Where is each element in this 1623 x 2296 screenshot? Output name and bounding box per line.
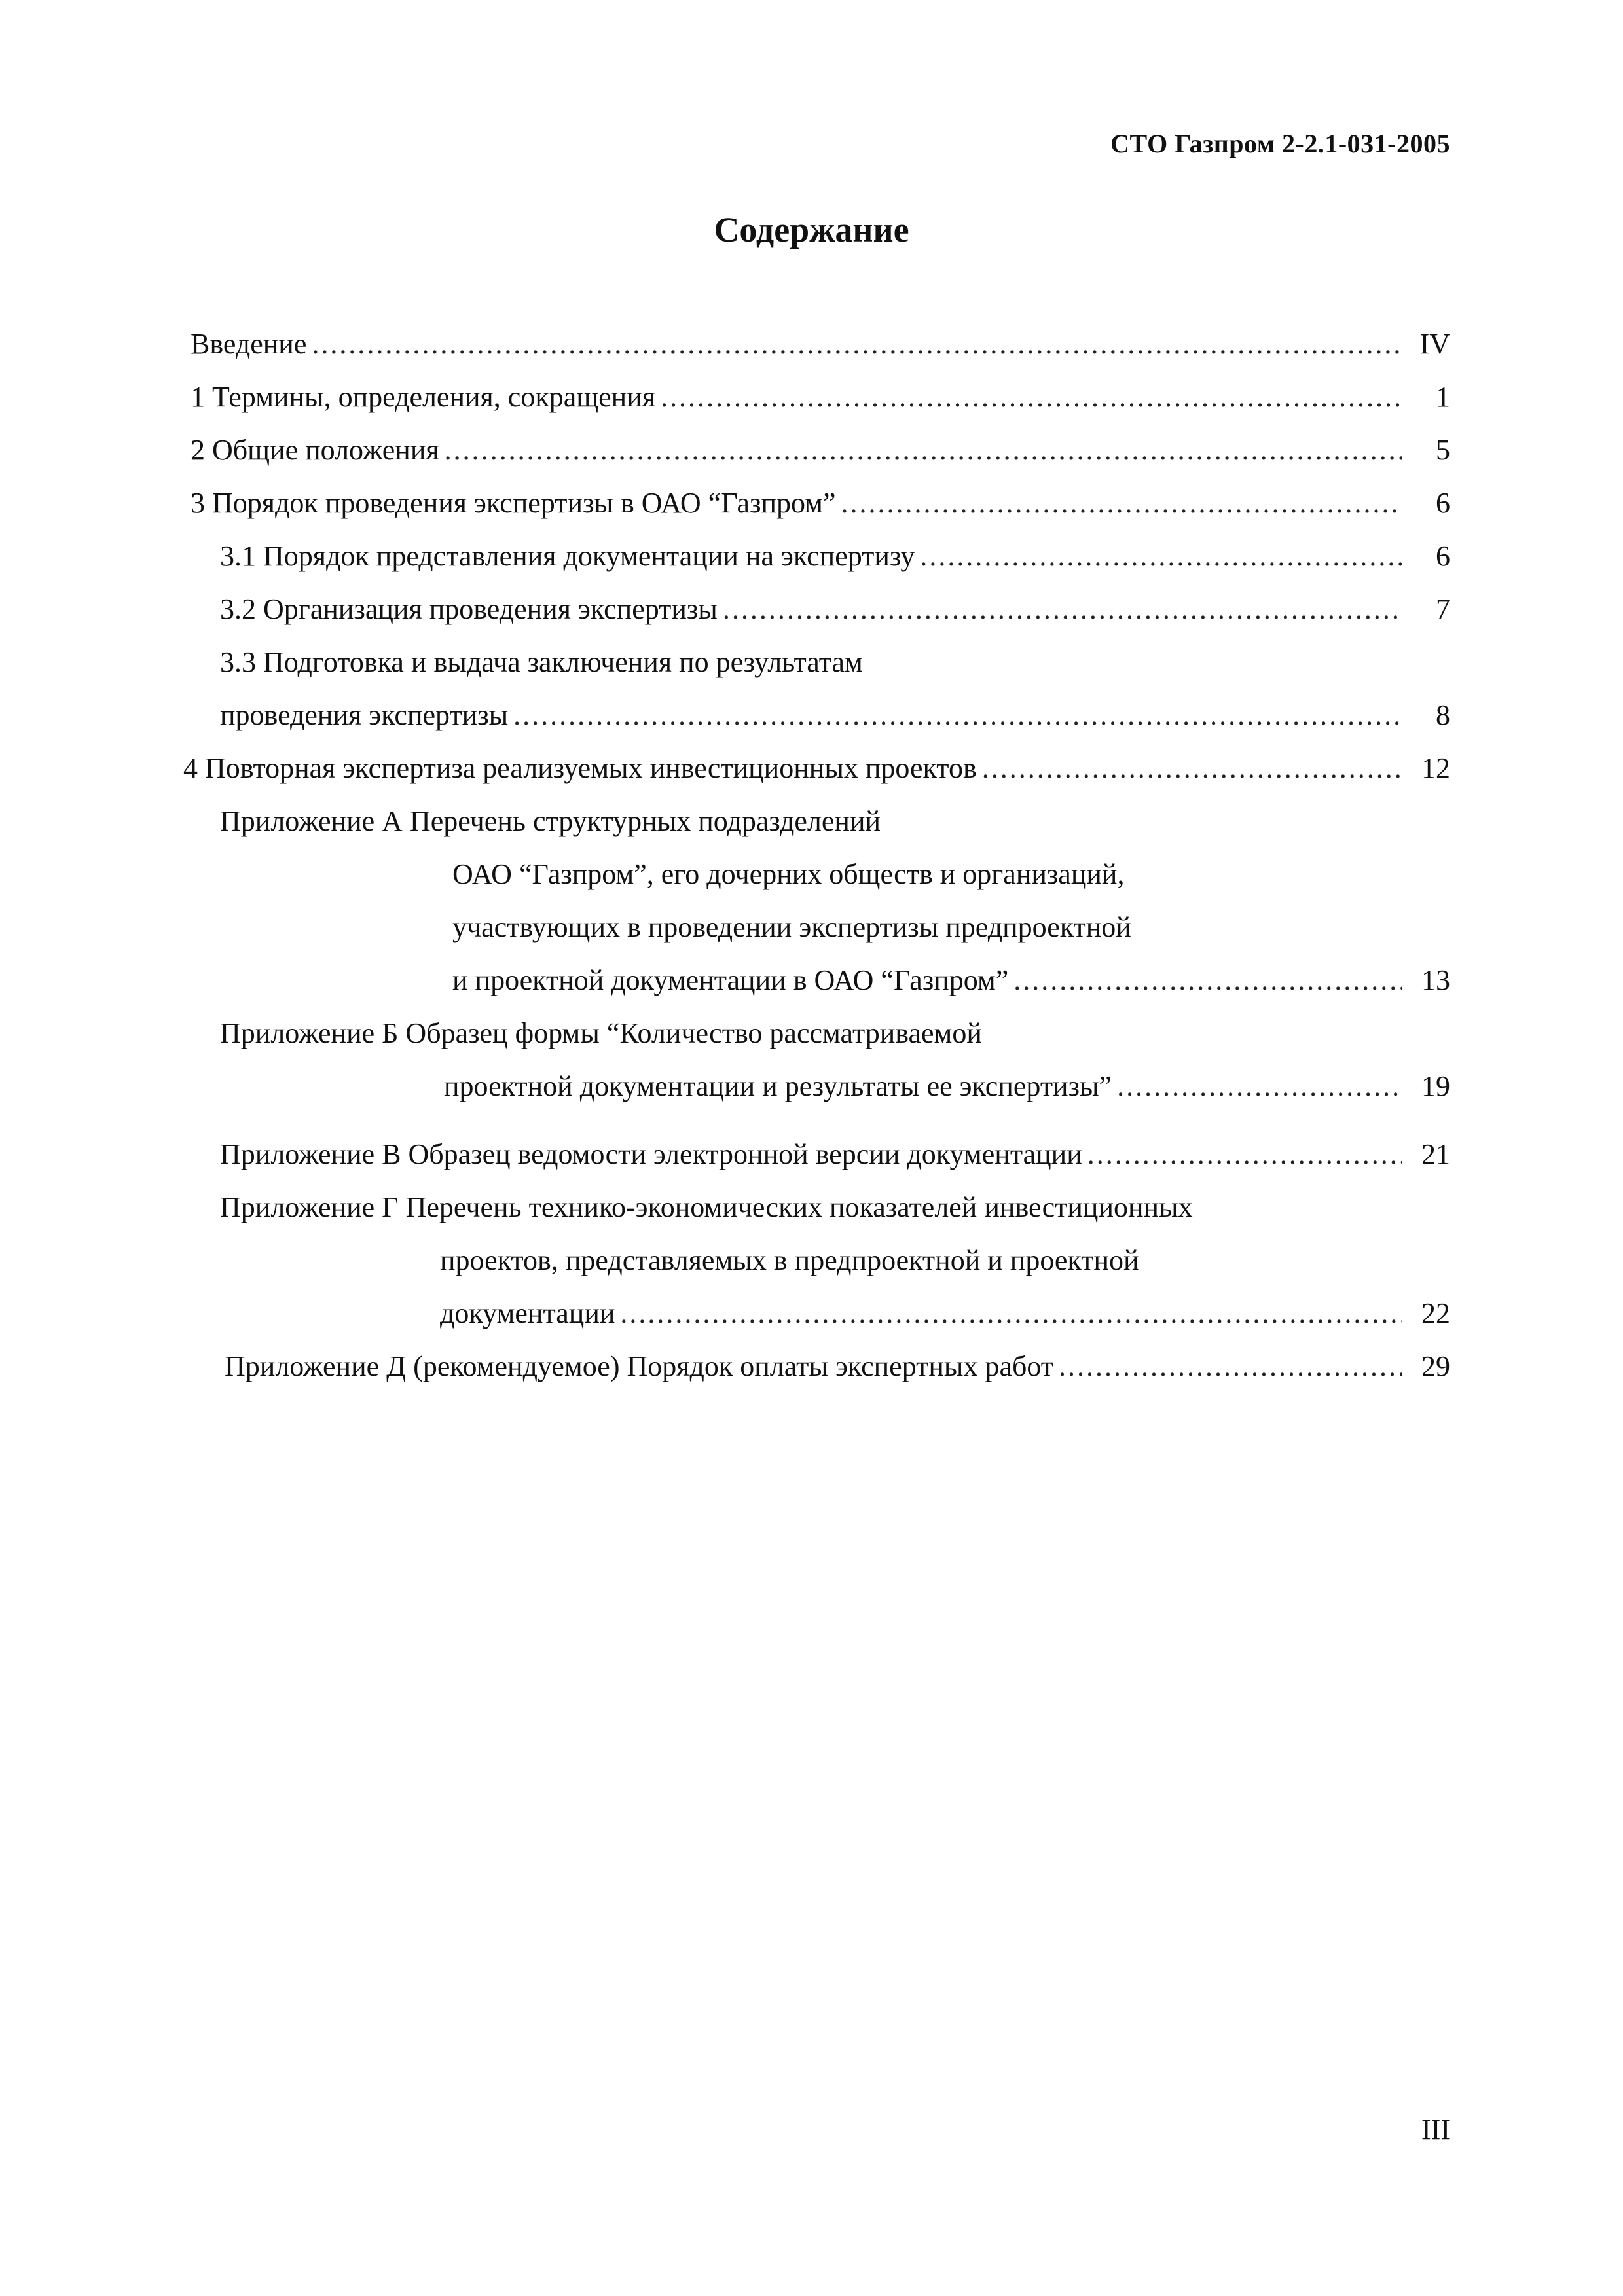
toc-page-number: 13 [1421, 964, 1450, 996]
toc-entry-introduction[interactable] [191, 323, 1450, 365]
dot-leader [1059, 1346, 1402, 1388]
toc-page-number: 8 [1436, 699, 1450, 731]
toc-entry-section-3-3-line-1[interactable] [220, 641, 1450, 683]
toc-entry-appendix-g-line-2 [440, 1240, 1450, 1282]
toc-entry-section-2[interactable] [191, 429, 1450, 471]
toc-entry-appendix-a-line-4[interactable] [452, 960, 1450, 1001]
toc-entry-appendix-a-line-2 [452, 853, 1450, 895]
dot-leader [1013, 960, 1402, 1001]
toc-page-number: 29 [1421, 1350, 1450, 1382]
dot-leader [1117, 1066, 1402, 1107]
dot-leader [920, 535, 1402, 577]
toc-entry-label: документации [440, 1297, 615, 1329]
toc-entry-label: Приложение Г Перечень технико-экономических показателей инвестиционных [220, 1191, 1193, 1223]
dot-leader [513, 694, 1402, 736]
toc-entry-appendix-b-line-2[interactable] [444, 1066, 1450, 1107]
dot-leader [982, 747, 1402, 789]
toc-entry-appendix-v[interactable] [220, 1134, 1450, 1175]
toc-entry-label: 3.1 Порядок представления документации на экспертизу [220, 540, 915, 572]
toc-page-number: 22 [1421, 1297, 1450, 1329]
dot-leader [723, 588, 1402, 630]
toc-entry-section-4[interactable] [183, 747, 1450, 789]
dot-leader [841, 482, 1402, 524]
toc-entry-label: 4 Повторная экспертиза реализуемых инвестиционных проектов [183, 752, 977, 784]
toc-entry-label: 2 Общие положения [191, 434, 439, 466]
toc-page-number: 6 [1436, 540, 1450, 572]
toc-entry-label: Приложение А Перечень структурных подразделений [220, 805, 881, 837]
toc-entry-label: ОАО “Газпром”, его дочерних обществ и организаций, [452, 858, 1125, 890]
toc-entry-section-3-3-line-2[interactable] [220, 694, 1450, 736]
toc-page-number: 21 [1421, 1138, 1450, 1170]
toc-entry-appendix-a-line-3 [452, 906, 1450, 948]
toc-entry-appendix-a-line-1[interactable] [220, 800, 1450, 842]
dot-leader [661, 376, 1402, 418]
toc-entry-label: проектной документации и результаты ее экспертизы” [444, 1070, 1112, 1102]
toc-entry-appendix-b-line-1[interactable] [220, 1013, 1450, 1054]
toc-entry-appendix-g-line-1[interactable] [220, 1187, 1450, 1229]
toc-entry-label: Приложение Б Образец формы “Количество рассматриваемой [220, 1017, 982, 1049]
toc-entry-label: Приложение Д (рекомендуемое) Порядок оплаты экспертных работ [225, 1350, 1054, 1382]
toc-entry-section-3-1[interactable] [220, 535, 1450, 577]
toc-entry-label: 3.3 Подготовка и выдача заключения по результатам [220, 646, 863, 678]
toc-page-number: 5 [1436, 434, 1450, 466]
toc-page-number: 6 [1436, 487, 1450, 519]
page-number: III [1421, 2113, 1450, 2145]
dot-leader [445, 429, 1402, 471]
page-title: Содержание [714, 210, 909, 249]
toc-entry-label: и проектной документации в ОАО “Газпром” [452, 964, 1009, 996]
toc-entry-section-1[interactable] [191, 376, 1450, 418]
dot-leader [1087, 1134, 1402, 1175]
toc-entry-section-3[interactable] [191, 482, 1450, 524]
toc-entry-section-3-2[interactable] [220, 588, 1450, 630]
toc-page-number: 12 [1421, 752, 1450, 784]
toc-entry-label: 3.2 Организация проведения экспертизы [220, 593, 718, 625]
dot-leader [312, 323, 1402, 365]
toc-entry-label: 1 Термины, определения, сокращения [191, 381, 655, 413]
toc-entry-label: Приложение В Образец ведомости электронной версии документации [220, 1138, 1082, 1170]
toc-entry-label: Введение [191, 328, 307, 360]
toc-entry-appendix-g-line-3[interactable] [440, 1293, 1450, 1335]
toc-page-number: 19 [1421, 1070, 1450, 1102]
toc-entry-appendix-d[interactable] [225, 1346, 1450, 1388]
toc-entry-label: участвующих в проведении экспертизы предпроектной [452, 911, 1131, 943]
toc-entry-label: 3 Порядок проведения экспертизы в ОАО “Газпром” [191, 487, 836, 519]
toc-page-number: 7 [1436, 593, 1450, 625]
toc-entry-label: проектов, представляемых в предпроектной и проектной [440, 1244, 1139, 1276]
toc-entry-label: проведения экспертизы [220, 699, 509, 731]
toc-page-number: 1 [1436, 381, 1450, 413]
document-code: СТО Газпром 2-2.1-031-2005 [1110, 129, 1450, 158]
dot-leader [620, 1293, 1402, 1335]
toc-page-number: IV [1419, 328, 1450, 360]
